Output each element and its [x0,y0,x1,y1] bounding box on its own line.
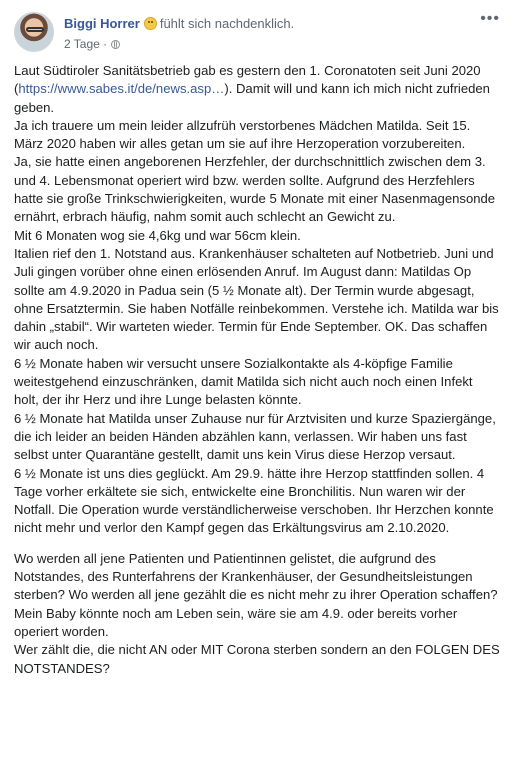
post-paragraph: 6 ½ Monate ist uns dies geglückt. Am 29.9. hätte ihre Herzop stattfinden sollen. 4 Tage vorher erkältete sie sich, entwickelte eine Bronchilitis. Nun waren wir der Notfall. Die Operation wurde verständlicherweise verschoben. Ihr Herzchen konnte nicht mehr und verlor den Kampf gegen das Erkältungsvirus am 2.10.2020. [14,465,494,536]
post-paragraph: 6 ½ Monate haben wir versucht unsere Sozialkontakte als 4-köpfige Familie weitestgehend einzuschränken, damit Matilda sich nicht auch noch einen Infekt holt, der ihr Herz und ihre Lunge belasten könnte. [14,355,473,408]
post-paragraph [14,62,500,117]
post-meta [64,37,120,51]
post-header [14,10,504,58]
post-text: ). Damit will und kann ich mich nicht zufrieden geben. [14,81,490,115]
news-link[interactable]: https://www.sabes.it/de/news.asp… [18,81,225,97]
post-paragraph: 6 ½ Monate hat Matilda unser Zuhause nur für Arztvisiten und kurze Spaziergänge, die ich leider an beiden Händen abzählen kann, verlassen. Wir haben uns fast selbst unter Quarantäne gestellt, damit uns kein Virus diese Herzop versaut. [14,410,496,463]
post-paragraph: Wer zählt die, die nicht AN oder MIT Corona sterben sondern an den FOLGEN DES NOTSTANDES? [14,642,500,676]
post-paragraph: Ja ich trauere um mein leider allzufrüh verstorbenes Mädchen Matilda. Seit 15. März 2020 haben wir alles getan um sie auf ihre Herzoperation vorzubereiten. [14,117,471,152]
paragraph-gap [14,538,500,550]
avatar-glasses-detail [26,27,44,32]
post-paragraph: Italien rief den 1. Notstand aus. Krankenhäuser schalteten auf Notbetrieb. Juni und Juli gingen vorüber ohne einen erlösenden Anruf. Im August dann: Matildas Op sollte am 4.9.2020 in Padua sein (5 ½ Monate alt). Der Termin wurde abgesagt, ohne Ersatztermin. Sie haben Notfälle reinbekommen. Verstehe ich. Matilda war bis dahin „stabil“. Wir warteten wieder. Termin für Ende September. OK. Das schaffen wir auch noch. [14,245,499,353]
more-options-icon[interactable]: ••• [480,10,500,27]
author-line [64,16,294,31]
post-timestamp[interactable]: 2 Tage [64,37,100,51]
post-body [14,62,500,678]
post-text: Laut Südtiroler Sanitätsbetrieb gab es gestern den 1. Coronatoten seit Juni 2020 ( [14,63,481,97]
post-paragraph: Ja, sie hatte einen angeborenen Herzfehler, der durchschnittlich zwischen dem 3. und 4. Lebensmonat operiert wird bzw. werden sollte. Aufgrund des Herzfehlers hatte sie große Trinkschwierigkeiten, wurde 5 Monate mit einer Nasenmagensonde ernährt, erbrach häufig, nahm somit auch schlecht an Gewicht zu. [14,154,496,225]
avatar[interactable] [14,12,54,52]
author-name[interactable]: Biggi Horrer [64,16,140,31]
meta-separator: · [103,37,108,51]
pensive-face-icon [144,17,157,30]
post-paragraph: Mit 6 Monaten wog sie 4,6kg und war 56cm klein. [14,227,301,243]
feeling-text: fühlt sich nachdenklich. [159,16,295,31]
globe-icon[interactable] [111,40,120,49]
post-paragraph: Wo werden all jene Patienten und Patientinnen gelistet, die aufgrund des Notstandes, des Runterfahrens der Krankenhäuser, der Gesundheitsleistungen sterben? Wo werden all jene gezählt die es nicht mehr zu ihrer Operation schaffen? Mein Baby könnte noch am Leben sein, wäre sie am 4.9. oder bereits vorher operiert worden. [14,550,498,639]
